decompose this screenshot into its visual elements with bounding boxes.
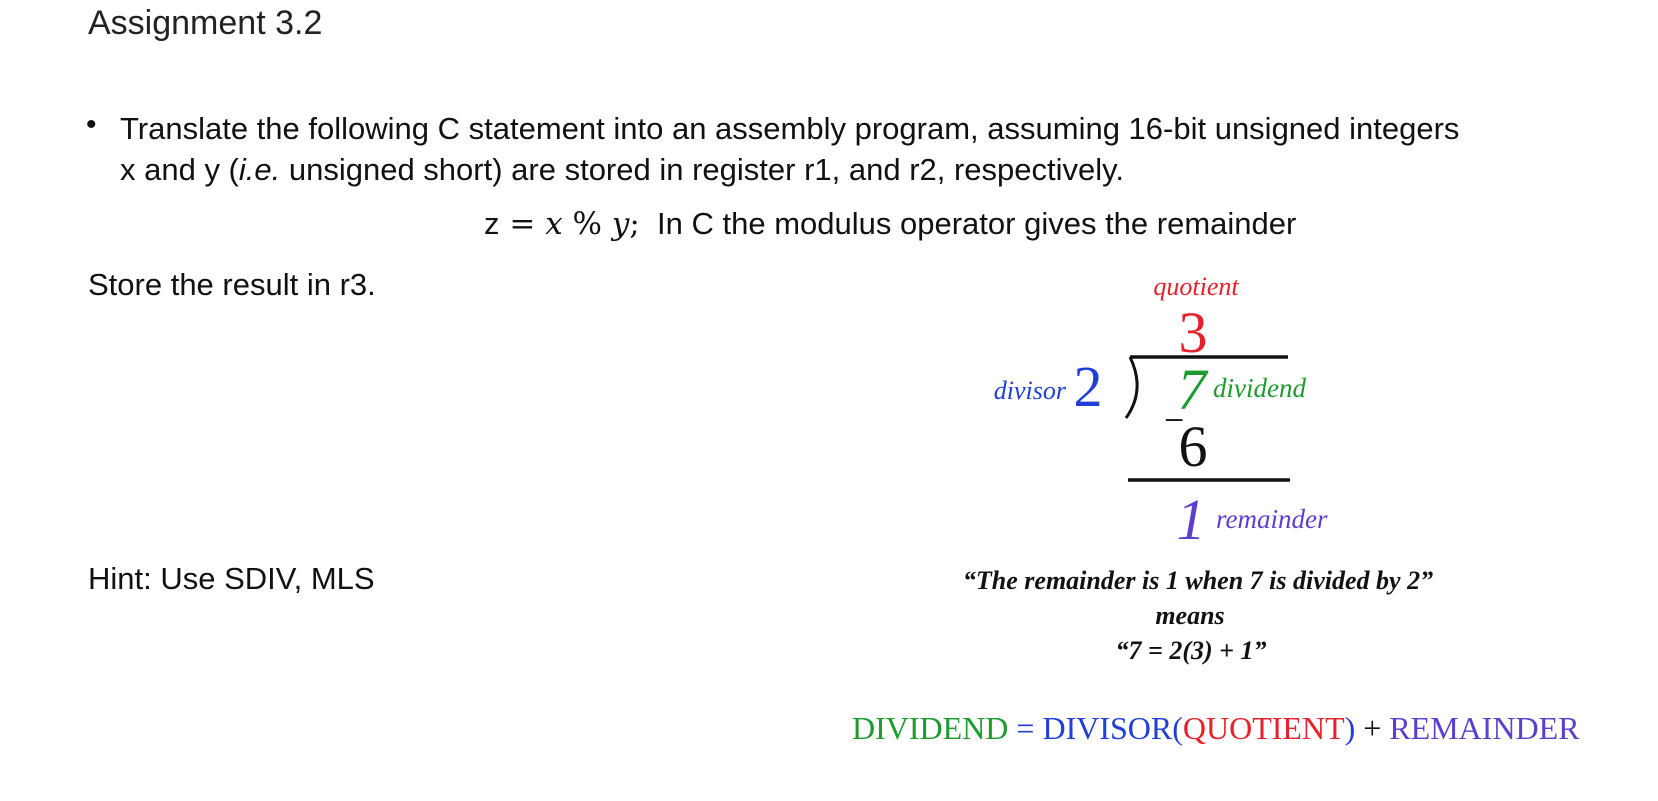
equation-equals: = [1008, 710, 1043, 746]
minus-sign: − [1164, 400, 1185, 440]
product-value: 6 [1178, 414, 1208, 479]
quotient-label: quotient [1153, 272, 1239, 301]
slide-title: Assignment 3.2 [88, 4, 323, 42]
formula-modulus: % [562, 206, 612, 242]
ie-abbreviation: i.e. [238, 152, 281, 187]
bullet-line-2-end: unsigned short) are stored in register r1, and r2, respectively. [280, 152, 1124, 187]
equation-remainder: REMAINDER [1389, 710, 1580, 746]
dividend-label: dividend [1213, 373, 1306, 403]
division-bracket [1126, 357, 1137, 418]
divisor-label: divisor [993, 376, 1066, 405]
formula-y: y [611, 206, 630, 242]
equation-open-paren: ( [1172, 710, 1183, 746]
equation-plus: + [1355, 710, 1390, 746]
bullet-line-1: Translate the following C statement into an assembly program, assuming 16-bit unsigned integers [120, 111, 1460, 146]
equation-quotient: QUOTIENT [1182, 710, 1345, 746]
formula-equals: = [499, 206, 546, 242]
equation-divisor: DIVISOR [1042, 710, 1173, 746]
explanation-line-1: “The remainder is 1 when 7 is divided by 2” [962, 566, 1434, 595]
remainder-label: remainder [1216, 504, 1328, 534]
bullet-icon: • [86, 108, 97, 141]
quotient-value: 3 [1178, 300, 1208, 365]
remainder-value: 1 [1176, 487, 1206, 552]
division-equation [852, 710, 1580, 746]
store-instruction: Store the result in r3. [88, 267, 376, 302]
explanation-line-2: means [1155, 601, 1225, 630]
formula-z: z [484, 206, 500, 241]
bullet-line-2-start: x and y ( [120, 152, 239, 187]
equation-close-paren: ) [1344, 710, 1356, 746]
formula-comment: In C the modulus operator gives the remainder [657, 206, 1297, 241]
dividend-value: 7 [1177, 357, 1207, 422]
formula-x: x [545, 206, 563, 242]
equation-dividend: DIVIDEND [852, 710, 1009, 746]
explanation-line-3: “7 = 2(3) + 1” [1115, 636, 1267, 665]
formula-semicolon: ; [629, 206, 640, 242]
divisor-value: 2 [1073, 354, 1103, 419]
hint-text: Hint: Use SDIV, MLS [88, 561, 375, 596]
